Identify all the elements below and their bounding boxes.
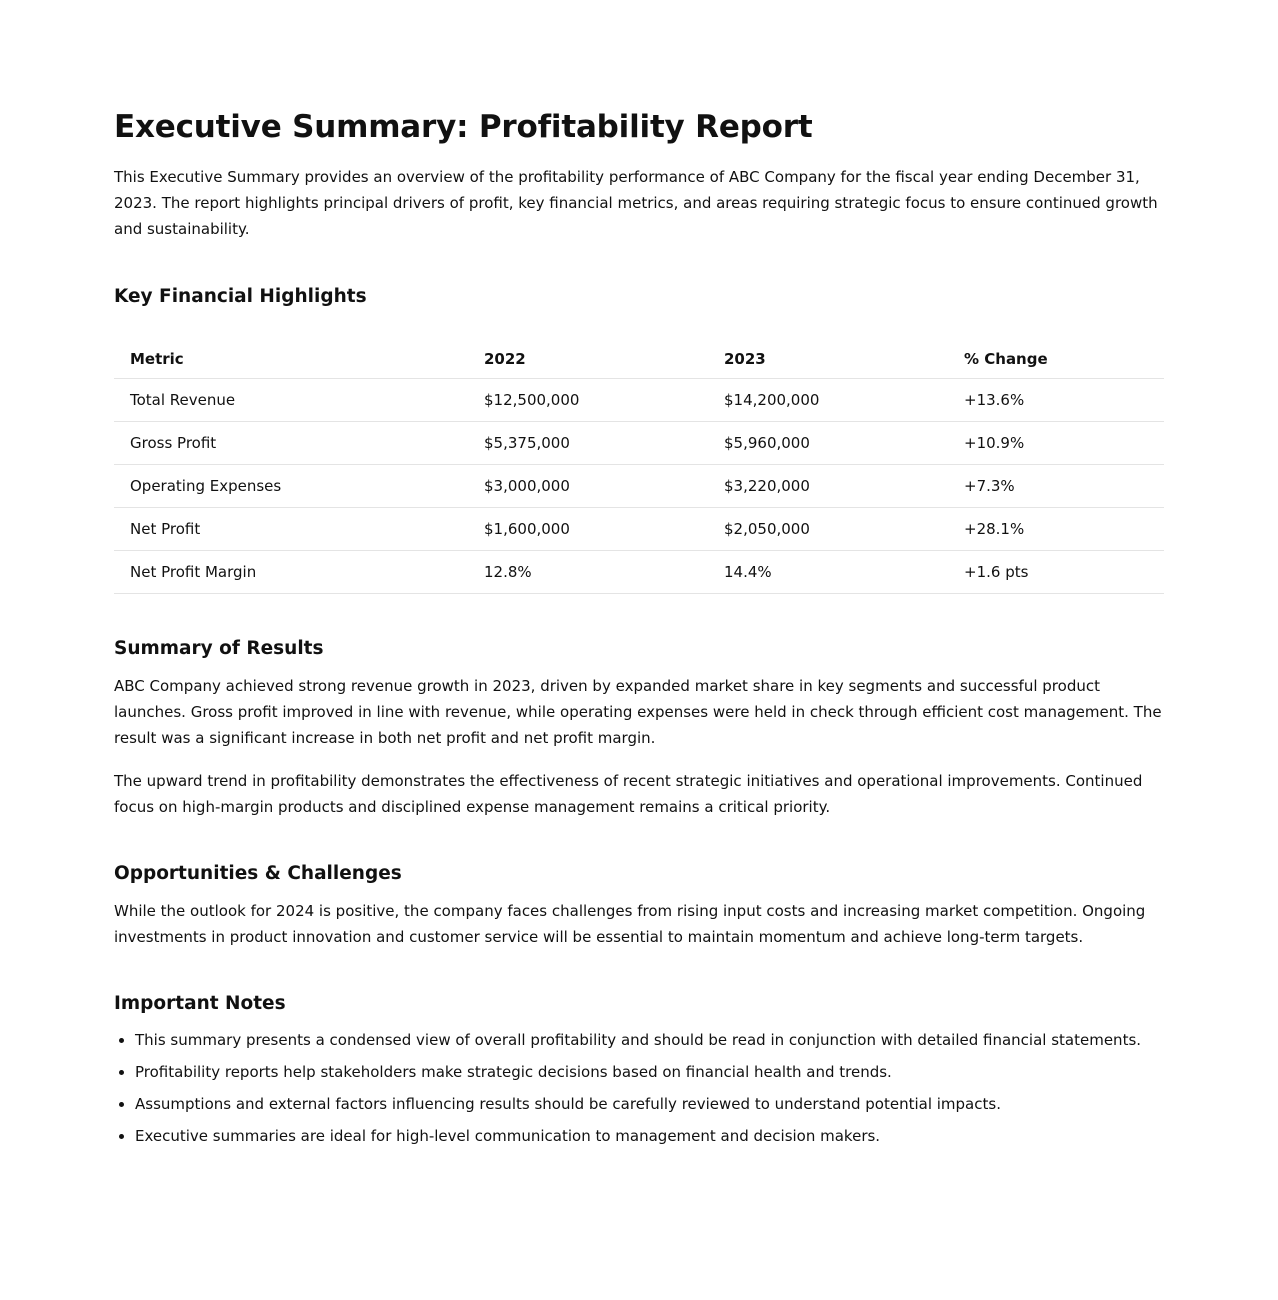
cell-2023: $2,050,000: [708, 508, 948, 551]
cell-2022: 12.8%: [468, 551, 708, 594]
cell-change: +28.1%: [948, 508, 1164, 551]
cell-2023: $3,220,000: [708, 465, 948, 508]
list-item: • This summary presents a condensed view of overall profitability and should be read in conjunction with detailed financial statements.: [135, 1030, 1164, 1050]
cell-change: +1.6 pts: [948, 551, 1164, 594]
table-row: [114, 465, 1164, 508]
cell-2022: $3,000,000: [468, 465, 708, 508]
cell-2022: $1,600,000: [468, 508, 708, 551]
report-content: [114, 105, 1164, 1158]
summary-paragraph-2: The upward trend in profitability demonstrates the effectiveness of recent strategic initiatives and operational improvements. Continued focus on high-margin products and disciplined expense management remains a critical priority.: [114, 772, 1143, 816]
cell-change: +10.9%: [948, 422, 1164, 465]
table-row: [114, 551, 1164, 594]
page-title: Executive Summary: Profitability Report: [114, 109, 813, 145]
cell-change: +13.6%: [948, 379, 1164, 422]
list-item: • Assumptions and external factors influencing results should be carefully reviewed to understand potential impacts.: [135, 1094, 1164, 1114]
cell-2023: $14,200,000: [708, 379, 948, 422]
highlights-heading: Key Financial Highlights: [114, 286, 367, 307]
intro-paragraph: This Executive Summary provides an overview of the profitability performance of ABC Company for the fiscal year ending December 31, 2023. The report highlights principal drivers of profit, key financial metrics, and areas requiring strategic focus to ensure continued growth and sustainability.: [114, 168, 1158, 238]
cell-metric: Gross Profit: [114, 422, 468, 465]
cell-2023: $5,960,000: [708, 422, 948, 465]
opportunities-heading: Opportunities & Challenges: [114, 863, 402, 884]
summary-paragraph-1: ABC Company achieved strong revenue growth in 2023, driven by expanded market share in key segments and successful product launches. Gross profit improved in line with revenue, while operating expenses were held in check through efficient cost management. The result was a significant increase in both net profit and net profit margin.: [114, 677, 1162, 747]
cell-metric: Operating Expenses: [114, 465, 468, 508]
cell-change: +7.3%: [948, 465, 1164, 508]
table-row: [114, 508, 1164, 551]
opportunities-paragraph: While the outlook for 2024 is positive, the company faces challenges from rising input costs and increasing market competition. Ongoing investments in product innovation and customer service will be essential to maintain momentum and achieve long-term targets.: [114, 902, 1146, 946]
notes-heading: Important Notes: [114, 993, 286, 1014]
column-header-2023: 2023: [708, 339, 948, 379]
list-item: • Executive summaries are ideal for high-level communication to management and decision makers.: [135, 1126, 1164, 1146]
cell-2022: $5,375,000: [468, 422, 708, 465]
column-header-metric: Metric: [114, 339, 468, 379]
financial-highlights-table: [114, 339, 1164, 594]
cell-metric: Net Profit: [114, 508, 468, 551]
summary-heading: Summary of Results: [114, 638, 324, 659]
table-row: [114, 422, 1164, 465]
notes-list: [114, 1030, 1164, 1146]
column-header-2022: 2022: [468, 339, 708, 379]
column-header-change: % Change: [948, 339, 1164, 379]
cell-metric: Net Profit Margin: [114, 551, 468, 594]
cell-2022: $12,500,000: [468, 379, 708, 422]
table-row: [114, 379, 1164, 422]
table-header-row: [114, 339, 1164, 379]
cell-metric: Total Revenue: [114, 379, 468, 422]
list-item: • Profitability reports help stakeholders make strategic decisions based on financial health and trends.: [135, 1062, 1164, 1082]
cell-2023: 14.4%: [708, 551, 948, 594]
